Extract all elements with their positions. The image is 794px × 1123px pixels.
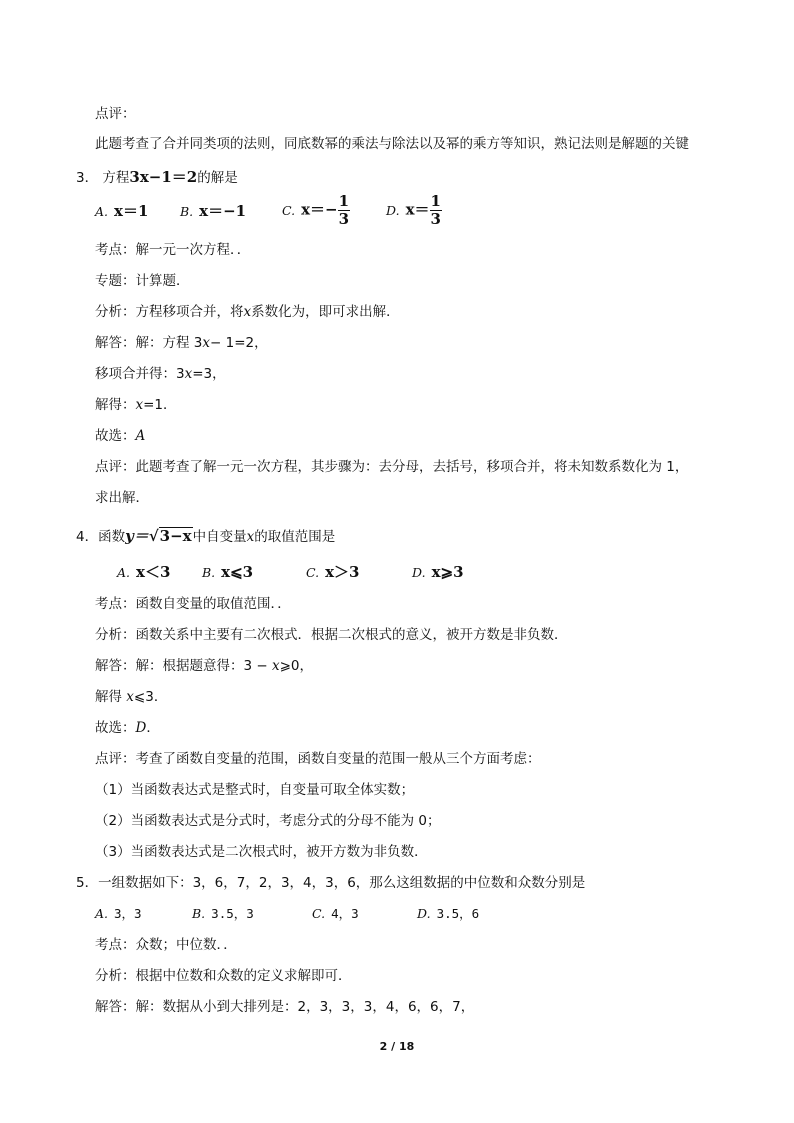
q3-choice: 故选：A	[95, 428, 146, 444]
q5-kaodian: 考点：众数；中位数．．	[95, 937, 237, 953]
question-3-stem: 3． 方程3x−1＝2的解是	[76, 168, 238, 186]
q3-step-2: 解得：x=1．	[95, 397, 177, 413]
q5-option-d: D. 3.5，6	[417, 906, 480, 921]
question-4-stem: 4．函数y＝√3−x中自变量x的取值范围是	[76, 527, 336, 545]
q3-option-b: B. x＝−1	[180, 202, 247, 220]
q5-answer: 解答：解：数据从小到大排列是：2，3，3，3，4，6，6，7，	[95, 999, 475, 1015]
q3-analysis: 分析：方程移项合并，将x系数化为，即可求出解．	[95, 304, 400, 320]
q5-option-a: A. 3，3	[95, 906, 142, 921]
q4-choice: 故选：D．	[95, 720, 160, 736]
equation: 3x−1＝2	[129, 168, 198, 186]
q4-option-a: A. x＜3	[117, 563, 171, 581]
q3-zhuanti: 专题：计算题．	[95, 273, 190, 289]
q3-step-1: 移项合并得：3x=3，	[95, 366, 226, 382]
q4-option-d: D. x⩾3	[412, 563, 464, 581]
q4-point-1: （1）当函数表达式是整式时，自变量可取全体实数；	[95, 782, 415, 798]
q4-kaodian: 考点：函数自变量的取值范围．．	[95, 596, 291, 612]
q4-point-3: （3）当函数表达式是二次根式时，被开方数为非负数．	[95, 844, 428, 860]
q3-comment-2: 求出解．	[95, 490, 149, 506]
q3-option-a: A. x＝1	[95, 202, 149, 220]
question-5-stem: 5．一组数据如下：3，6，7，2，3，4，3，6，那么这组数据的中位数和众数分别是	[76, 875, 586, 891]
q4-step: 解得 x⩽3．	[95, 689, 168, 705]
q4-analysis: 分析：函数关系中主要有二次根式．根据二次根式的意义，被开方数是非负数．	[95, 627, 568, 643]
q3-answer: 解答：解：方程 3x− 1=2，	[95, 335, 268, 351]
comment-label: 点评：	[95, 106, 136, 122]
q5-option-b: B. 3.5，3	[192, 906, 254, 921]
q4-answer: 解答：解：根据题意得：3 − x⩾0，	[95, 658, 314, 674]
q4-option-b: B. x⩽3	[202, 563, 254, 581]
comment-text: 此题考查了合并同类项的法则，同底数幂的乘法与除法以及幂的乘方等知识，熟记法则是解题的关键	[95, 136, 689, 152]
q4-point-2: （2）当函数表达式是分式时，考虑分式的分母不能为 0；	[95, 813, 441, 829]
q5-analysis: 分析：根据中位数和众数的定义求解即可．	[95, 968, 352, 984]
q3-option-d: D. x＝ $\frac{1}{3}$	[386, 192, 441, 228]
q3-comment-1: 点评：此题考查了解一元一次方程，其步骤为：去分母，去括号，移项合并，将未知数系数化为 1，	[95, 459, 689, 475]
page-number: 2 / 18	[379, 1040, 415, 1053]
q5-option-c: C. 4，3	[312, 906, 359, 921]
q3-option-c: C. x＝− $\frac{1}{3}$	[282, 192, 350, 228]
q4-option-c: C. x＞3	[306, 563, 360, 581]
q4-comment: 点评：考查了函数自变量的范围，函数自变量的范围一般从三个方面考虑：	[95, 751, 541, 767]
q3-kaodian: 考点：解一元一次方程．．	[95, 242, 251, 258]
